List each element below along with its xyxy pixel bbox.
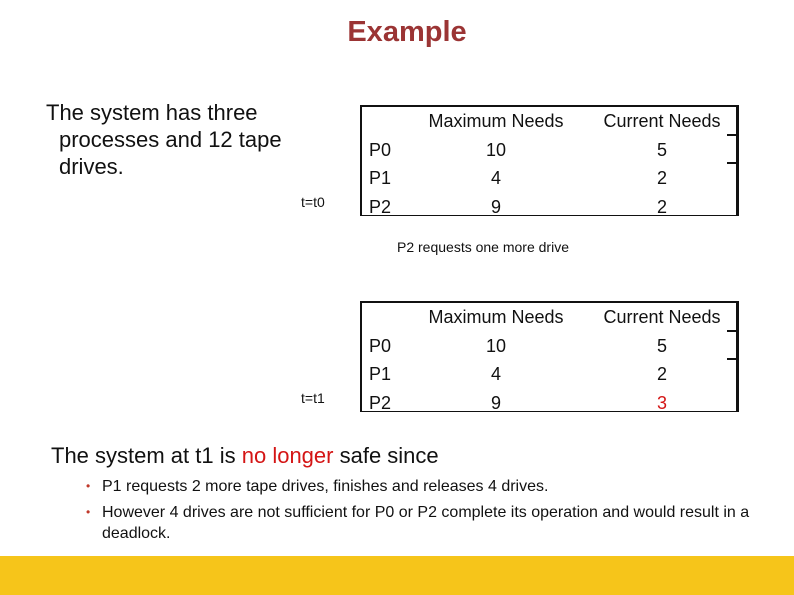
- bullet-item: [86, 476, 766, 497]
- footer-bar: [0, 556, 794, 595]
- max-needs-cell: 10: [485, 139, 507, 160]
- current-needs-cell: 2: [656, 364, 667, 384]
- process-column: [362, 107, 398, 221]
- border-tick: [727, 162, 739, 164]
- current-needs-cell: 5: [656, 335, 667, 356]
- process-cell: P1: [368, 168, 392, 188]
- current-needs-header: Current Needs: [603, 307, 721, 327]
- bullet-dot-icon: •: [86, 479, 91, 493]
- process-cell: P0: [368, 335, 392, 356]
- current-needs-cell-changed: 3: [656, 392, 667, 413]
- conclusion-pre: The system at t1 is: [51, 443, 242, 468]
- conclusion-post: safe since: [333, 443, 439, 468]
- current-needs-cell: 2: [656, 196, 667, 217]
- intro-text: The system has three processes and 12 tape drives.: [46, 100, 282, 179]
- needs-table-t1: [360, 301, 739, 412]
- needs-table-t0: [360, 105, 739, 216]
- conclusion-highlight: no longer: [241, 443, 334, 468]
- max-needs-cell: 10: [485, 335, 507, 356]
- max-needs-column: [412, 107, 580, 221]
- time-label-t0: t=t0: [301, 194, 325, 210]
- border-tick: [727, 330, 739, 332]
- max-needs-header: Maximum Needs: [428, 307, 564, 327]
- max-needs-cell: 4: [490, 168, 501, 188]
- max-needs-column: [412, 303, 580, 417]
- max-needs-header: Maximum Needs: [428, 111, 564, 131]
- max-needs-cell: 4: [490, 364, 501, 384]
- bullet-text: However 4 drives are not sufficient for P0 or P2 complete its operation and would result in a deadlock.: [102, 504, 750, 542]
- max-needs-cell: 9: [490, 392, 501, 413]
- border-tick: [727, 358, 739, 360]
- process-cell: P2: [368, 196, 392, 217]
- bullet-dot-icon: •: [86, 505, 91, 519]
- time-label-t1: t=t1: [301, 390, 325, 406]
- current-needs-cell: 5: [656, 139, 667, 160]
- bullet-item: [86, 502, 766, 544]
- bullet-list: [86, 476, 766, 549]
- process-cell: P2: [368, 392, 392, 413]
- process-cell: P0: [368, 139, 392, 160]
- current-needs-cell: 2: [656, 168, 667, 188]
- process-cell: P1: [368, 364, 392, 384]
- request-note: P2 requests one more drive: [397, 239, 569, 255]
- slide-title: Example: [347, 16, 467, 48]
- bullet-text: P1 requests 2 more tape drives, finishes and releases 4 drives.: [102, 478, 549, 495]
- max-needs-cell: 9: [490, 196, 501, 217]
- conclusion-line: [51, 443, 439, 469]
- current-needs-column: [590, 107, 734, 221]
- current-needs-header: Current Needs: [603, 111, 721, 131]
- border-tick: [727, 134, 739, 136]
- current-needs-column: [590, 303, 734, 417]
- process-column: [362, 303, 398, 417]
